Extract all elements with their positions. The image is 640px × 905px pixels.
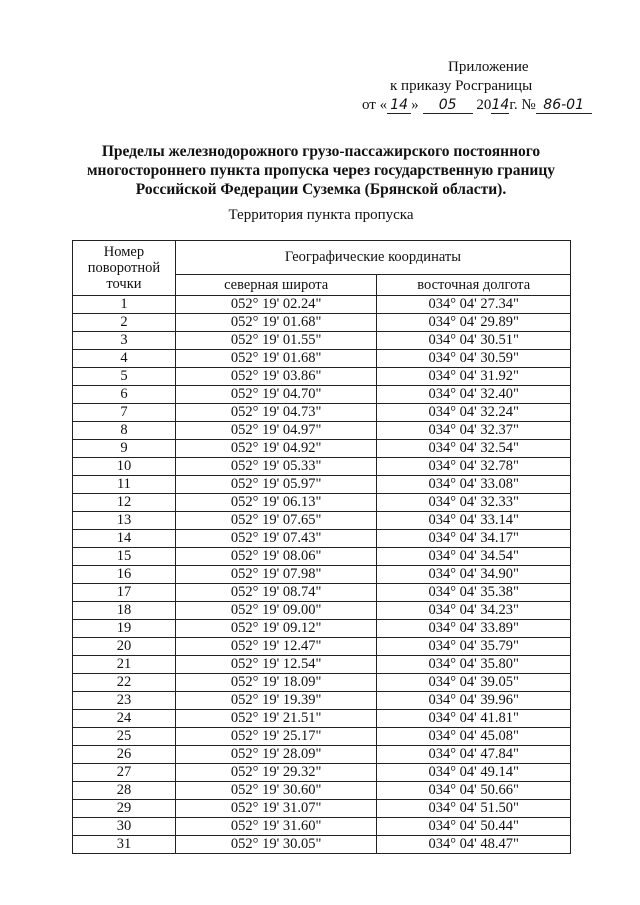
table-row xyxy=(73,764,571,782)
point-number-cell: 9 xyxy=(73,440,176,458)
longitude-cell: 034° 04' 48.47" xyxy=(377,836,571,854)
header-geo-coordinates: Географические координаты xyxy=(175,241,570,275)
latitude-cell: 052° 19' 30.60" xyxy=(175,782,377,800)
point-number-cell: 23 xyxy=(73,692,176,710)
point-number-cell: 19 xyxy=(73,620,176,638)
table-row xyxy=(73,836,571,854)
point-number-cell: 2 xyxy=(73,314,176,332)
longitude-cell: 034° 04' 33.14" xyxy=(377,512,571,530)
point-number-cell: 29 xyxy=(73,800,176,818)
latitude-cell: 052° 19' 04.73" xyxy=(175,404,377,422)
latitude-cell: 052° 19' 25.17" xyxy=(175,728,377,746)
table-row xyxy=(73,332,571,350)
table-row xyxy=(73,440,571,458)
point-number-cell: 5 xyxy=(73,368,176,386)
point-number-cell: 15 xyxy=(73,548,176,566)
longitude-cell: 034° 04' 34.90" xyxy=(377,566,571,584)
longitude-cell: 034° 04' 27.34" xyxy=(377,296,571,314)
latitude-cell: 052° 19' 04.92" xyxy=(175,440,377,458)
point-number-cell: 21 xyxy=(73,656,176,674)
order-date-line xyxy=(362,96,592,115)
table-row xyxy=(73,728,571,746)
longitude-cell: 034° 04' 45.08" xyxy=(377,728,571,746)
date-prefix: от « xyxy=(362,97,388,113)
table-row xyxy=(73,458,571,476)
point-number-cell: 28 xyxy=(73,782,176,800)
latitude-cell: 052° 19' 28.09" xyxy=(175,746,377,764)
latitude-cell: 052° 19' 02.24" xyxy=(175,296,377,314)
longitude-cell: 034° 04' 47.84" xyxy=(377,746,571,764)
latitude-cell: 052° 19' 08.74" xyxy=(175,584,377,602)
latitude-cell: 052° 19' 21.51" xyxy=(175,710,377,728)
table-row xyxy=(73,548,571,566)
longitude-cell: 034° 04' 32.78" xyxy=(377,458,571,476)
point-number-cell: 14 xyxy=(73,530,176,548)
longitude-cell: 034° 04' 30.51" xyxy=(377,332,571,350)
point-number-cell: 18 xyxy=(73,602,176,620)
year-tail: г. № xyxy=(509,97,536,113)
latitude-cell: 052° 19' 31.60" xyxy=(175,818,377,836)
point-number-cell: 7 xyxy=(73,404,176,422)
longitude-cell: 034° 04' 49.14" xyxy=(377,764,571,782)
point-number-cell: 31 xyxy=(73,836,176,854)
longitude-cell: 034° 04' 50.44" xyxy=(377,818,571,836)
point-number-cell: 8 xyxy=(73,422,176,440)
latitude-cell: 052° 19' 12.54" xyxy=(175,656,377,674)
appendix-label: Приложение xyxy=(448,59,529,75)
point-number-cell: 4 xyxy=(73,350,176,368)
longitude-cell: 034° 04' 32.54" xyxy=(377,440,571,458)
handwritten-order-number: 86-01 xyxy=(536,98,592,114)
point-number-cell: 27 xyxy=(73,764,176,782)
date-separator: » xyxy=(411,97,419,113)
table-row xyxy=(73,656,571,674)
point-number-cell: 11 xyxy=(73,476,176,494)
table-body xyxy=(73,296,571,854)
document-subtitle: Территория пункта пропуска xyxy=(228,207,414,223)
longitude-cell: 034° 04' 32.37" xyxy=(377,422,571,440)
table-row xyxy=(73,368,571,386)
table-row xyxy=(73,350,571,368)
latitude-cell: 052° 19' 30.05" xyxy=(175,836,377,854)
document-title: Пределы железнодорожного грузо-пассажирского постоянного многостороннего пункта пропуска через государственную границу Российской Федерации Суземка (Брянской области). xyxy=(86,143,556,198)
point-number-cell: 24 xyxy=(73,710,176,728)
year-prefix: 20 xyxy=(476,97,492,113)
handwritten-year: 14 xyxy=(491,97,510,113)
longitude-cell: 034° 04' 29.89" xyxy=(377,314,571,332)
header-point-number: Номер поворотной точки xyxy=(73,241,176,296)
table-row xyxy=(73,638,571,656)
order-reference: к приказу Росграницы xyxy=(390,78,533,94)
table-row xyxy=(73,692,571,710)
point-number-cell: 1 xyxy=(73,296,176,314)
latitude-cell: 052° 19' 07.98" xyxy=(175,566,377,584)
latitude-cell: 052° 19' 01.68" xyxy=(175,314,377,332)
latitude-cell: 052° 19' 03.86" xyxy=(175,368,377,386)
longitude-cell: 034° 04' 51.50" xyxy=(377,800,571,818)
table-row xyxy=(73,782,571,800)
longitude-cell: 034° 04' 34.23" xyxy=(377,602,571,620)
longitude-cell: 034° 04' 32.40" xyxy=(377,386,571,404)
point-number-cell: 10 xyxy=(73,458,176,476)
handwritten-month: 05 xyxy=(423,98,473,114)
table-row xyxy=(73,584,571,602)
coordinates-table xyxy=(72,240,571,854)
latitude-cell: 052° 19' 07.65" xyxy=(175,512,377,530)
table-row xyxy=(73,386,571,404)
table-row xyxy=(73,494,571,512)
latitude-cell: 052° 19' 01.68" xyxy=(175,350,377,368)
table-row xyxy=(73,530,571,548)
point-number-cell: 13 xyxy=(73,512,176,530)
longitude-cell: 034° 04' 41.81" xyxy=(377,710,571,728)
table-row xyxy=(73,422,571,440)
latitude-cell: 052° 19' 19.39" xyxy=(175,692,377,710)
latitude-cell: 052° 19' 01.55" xyxy=(175,332,377,350)
longitude-cell: 034° 04' 35.80" xyxy=(377,656,571,674)
table-row xyxy=(73,818,571,836)
longitude-cell: 034° 04' 35.79" xyxy=(377,638,571,656)
longitude-cell: 034° 04' 39.05" xyxy=(377,674,571,692)
header-latitude: северная широта xyxy=(175,275,377,296)
table-row xyxy=(73,710,571,728)
point-number-cell: 16 xyxy=(73,566,176,584)
latitude-cell: 052° 19' 05.97" xyxy=(175,476,377,494)
longitude-cell: 034° 04' 33.89" xyxy=(377,620,571,638)
table-row xyxy=(73,620,571,638)
latitude-cell: 052° 19' 05.33" xyxy=(175,458,377,476)
latitude-cell: 052° 19' 04.70" xyxy=(175,386,377,404)
point-number-cell: 26 xyxy=(73,746,176,764)
table-row xyxy=(73,566,571,584)
header-longitude: восточная долгота xyxy=(377,275,571,296)
latitude-cell: 052° 19' 12.47" xyxy=(175,638,377,656)
latitude-cell: 052° 19' 09.00" xyxy=(175,602,377,620)
latitude-cell: 052° 19' 04.97" xyxy=(175,422,377,440)
latitude-cell: 052° 19' 31.07" xyxy=(175,800,377,818)
point-number-cell: 17 xyxy=(73,584,176,602)
latitude-cell: 052° 19' 09.12" xyxy=(175,620,377,638)
table-row xyxy=(73,476,571,494)
longitude-cell: 034° 04' 32.24" xyxy=(377,404,571,422)
table-row xyxy=(73,512,571,530)
handwritten-day: 14 xyxy=(387,98,411,114)
table-row xyxy=(73,296,571,314)
latitude-cell: 052° 19' 29.32" xyxy=(175,764,377,782)
longitude-cell: 034° 04' 32.33" xyxy=(377,494,571,512)
point-number-cell: 3 xyxy=(73,332,176,350)
point-number-cell: 12 xyxy=(73,494,176,512)
table-row xyxy=(73,746,571,764)
longitude-cell: 034° 04' 31.92" xyxy=(377,368,571,386)
longitude-cell: 034° 04' 35.38" xyxy=(377,584,571,602)
longitude-cell: 034° 04' 39.96" xyxy=(377,692,571,710)
latitude-cell: 052° 19' 06.13" xyxy=(175,494,377,512)
point-number-cell: 6 xyxy=(73,386,176,404)
latitude-cell: 052° 19' 07.43" xyxy=(175,530,377,548)
point-number-cell: 25 xyxy=(73,728,176,746)
table-row xyxy=(73,602,571,620)
longitude-cell: 034° 04' 50.66" xyxy=(377,782,571,800)
latitude-cell: 052° 19' 08.06" xyxy=(175,548,377,566)
latitude-cell: 052° 19' 18.09" xyxy=(175,674,377,692)
table-row xyxy=(73,404,571,422)
longitude-cell: 034° 04' 33.08" xyxy=(377,476,571,494)
table-row xyxy=(73,674,571,692)
longitude-cell: 034° 04' 34.17" xyxy=(377,530,571,548)
table-row xyxy=(73,800,571,818)
point-number-cell: 20 xyxy=(73,638,176,656)
table-row xyxy=(73,314,571,332)
longitude-cell: 034° 04' 34.54" xyxy=(377,548,571,566)
point-number-cell: 30 xyxy=(73,818,176,836)
longitude-cell: 034° 04' 30.59" xyxy=(377,350,571,368)
point-number-cell: 22 xyxy=(73,674,176,692)
